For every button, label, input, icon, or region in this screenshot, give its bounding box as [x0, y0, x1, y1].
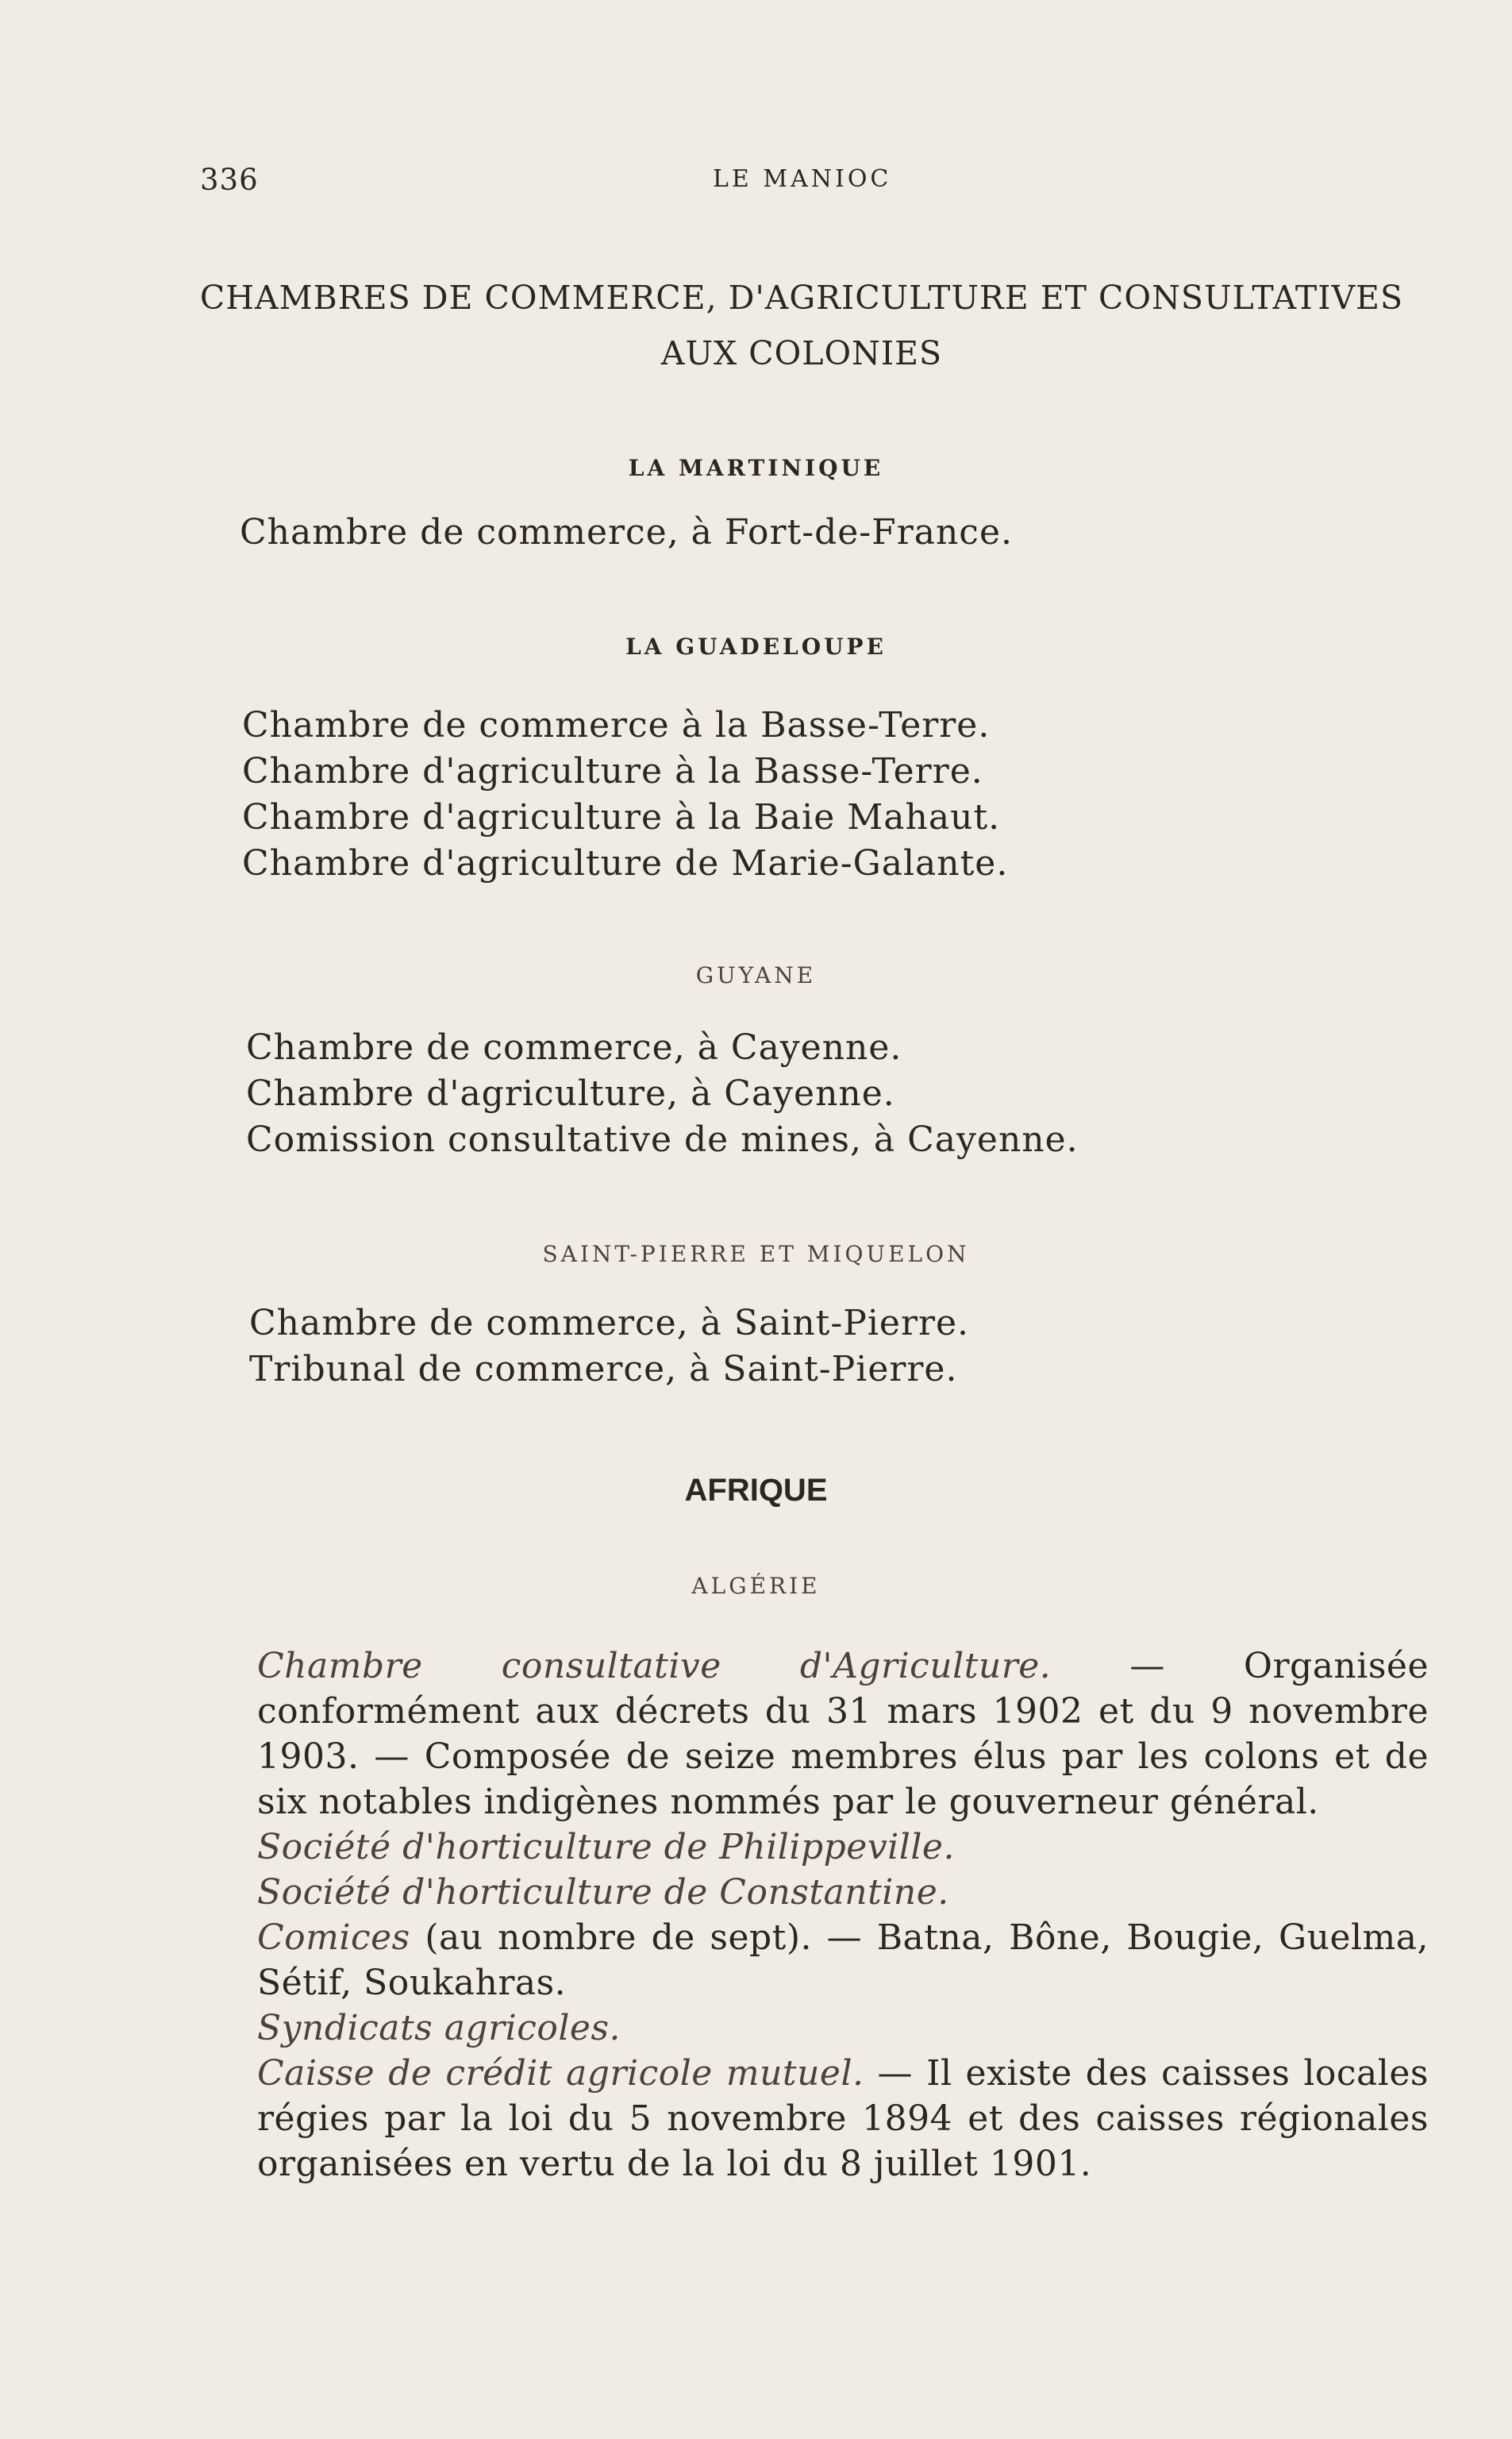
list-item: Chambre d'agriculture à la Baie Mahaut.: [242, 797, 1001, 838]
section-guyane: [0, 960, 1512, 1163]
list-item: Chambre d'agriculture à la Basse-Terre.: [242, 751, 983, 792]
list-item: Tribunal de commerce, à Saint-Pierre.: [249, 1349, 958, 1389]
list-item: Chambre de commerce, à Cayenne.: [246, 1027, 902, 1068]
title-line-1: CHAMBRES DE COMMERCE, D'AGRICULTURE ET CONSULTATIVES: [199, 279, 1404, 317]
paragraph-lead: Société d'horticulture de Philippeville.: [257, 1827, 955, 1867]
paragraph-lead: Caisse de crédit agricole mutuel.: [257, 2053, 864, 2094]
paragraph-lead: Chambre consultative d'Agriculture.: [257, 1646, 1052, 1686]
region-heading-afrique: AFRIQUE: [684, 1473, 828, 1508]
title-line-2: AUX COLONIES: [660, 334, 943, 372]
list-item: Chambre de commerce, à Fort-de-France.: [240, 512, 1013, 553]
paragraph-societe-constantine: [216, 1870, 1429, 1915]
list-item: Comission consultative de mines, à Cayenne.: [246, 1119, 1079, 1160]
running-title: LE MANIOC: [713, 165, 892, 193]
list-item: Chambre de commerce, à Saint-Pierre.: [249, 1303, 970, 1343]
paragraph-caisse: [216, 2051, 1429, 2187]
paragraph-chambre: [216, 1643, 1429, 1824]
paragraph-lead: Comices: [257, 1917, 410, 1958]
section-algerie: [0, 1570, 1512, 1602]
section-saint-pierre-miquelon: [0, 1239, 1512, 1393]
paragraph-body: — Organisée conformément aux décrets du 31 mars 1902 et du 9 novembre 1903. — Composée de seize membres élus par les colons et de six notables indigènes nommés par le gouverneur général.: [257, 1646, 1429, 1822]
page-title: [159, 270, 1445, 381]
paragraph-body: — Il existe des caisses locales régies par la loi du 5 novembre 1894 et des caisses régionales organisées en vertu de la loi du 8 juillet 1901.: [257, 2053, 1429, 2184]
list-item: Chambre d'agriculture de Marie-Galante.: [242, 843, 1009, 884]
section-martinique: [0, 453, 1512, 556]
paragraph-syndicats: [216, 2006, 1429, 2051]
algerie-content: [216, 1643, 1429, 2187]
section-heading: SAINT-PIERRE ET MIQUELON: [542, 1241, 970, 1267]
paragraph-comices: [216, 1915, 1429, 2006]
section-heading: ALGÉRIE: [691, 1573, 821, 1599]
paragraph-societe-philippeville: [216, 1824, 1429, 1870]
paragraph-lead: Société d'horticulture de Constantine.: [257, 1872, 949, 1913]
paragraph-body: (au nombre de sept). — Batna, Bône, Bougie, Guelma, Sétif, Soukahras.: [257, 1917, 1429, 2003]
section-heading: LA MARTINIQUE: [628, 455, 884, 481]
list-item: Chambre de commerce à la Basse-Terre.: [242, 705, 991, 746]
page-number: 336: [200, 163, 259, 197]
list-item: Chambre d'agriculture, à Cayenne.: [246, 1073, 895, 1114]
paragraph-lead: Syndicats agricoles.: [257, 2008, 621, 2048]
section-guadeloupe: [0, 631, 1512, 887]
section-heading: LA GUADELOUPE: [625, 634, 887, 660]
page-header: [0, 163, 1512, 202]
section-heading: GUYANE: [695, 962, 817, 988]
